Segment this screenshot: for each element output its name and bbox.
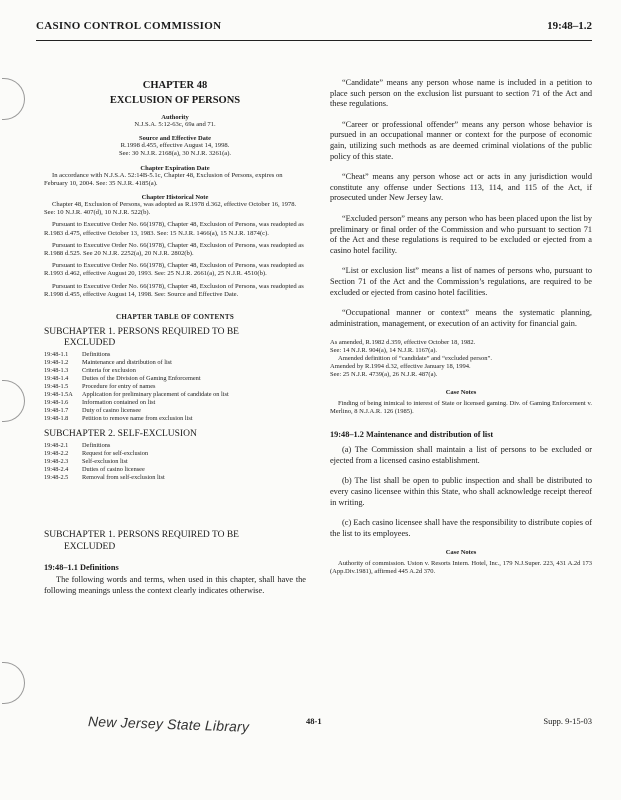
section-heading: 19:48–1.1 Definitions: [44, 563, 119, 573]
toc-list-1: [44, 351, 306, 423]
amendment-line: As amended, R.1982 d.359, effective October 18, 1982.: [330, 339, 476, 347]
toc-entry: 19:48-1.6 Information contained on list: [44, 399, 156, 407]
punch-hole: [2, 78, 25, 120]
amendment-note: [330, 339, 592, 379]
history-note: Pursuant to Executive Order No. 66(1978), Chapter 48, Exclusion of Persons, was readopted as R.1993 d.462, effective August 20, 1993. See: 25 N.J.R. 2661(a), 25 N.J.R. 4510(b).: [44, 262, 304, 278]
history-note: Pursuant to Executive Order No. 66(1978), Chapter 48, Exclusion of Persons, was readopted as R.1998 d.455, effective August 14, 1998. See: Source and Effective Date.: [44, 282, 304, 298]
library-stamp: New Jersey State Library: [87, 713, 250, 735]
subchapter-heading: [44, 530, 306, 553]
toc-subchapter-title: EXCLUDED: [64, 338, 116, 349]
toc-list-2: [44, 442, 306, 482]
toc-entry: 19:48-2.1 Definitions: [44, 442, 111, 450]
case-note: Finding of being inimical to interest of State or licensed gaming. Div. of Gaming Enforcement v. Merlino, 8 N.J.A.R. 126 (1985).: [330, 400, 592, 416]
toc-entry: 19:48-1.5A Application for preliminary placement of candidate on list: [44, 391, 229, 399]
toc-entry: 19:48-2.4 Duties of casino licensee: [44, 466, 145, 474]
history-note: Pursuant to Executive Order No. 66(1978), Chapter 48, Exclusion of Persons, was readopted as R.1988 d.525. See 20 N.J.R. 2252(a), 20 N.J.R. 2802(b).: [44, 241, 304, 258]
punch-hole: [2, 380, 25, 422]
right-column: [330, 78, 592, 576]
running-header: [36, 18, 592, 41]
header-title: CASINO CONTROL COMMISSION: [36, 20, 222, 32]
authority-heading: Authority: [161, 114, 189, 121]
definition-paragraph: “List or exclusion list” means a list of names of persons who, pursuant to Section 71 of the Act and the Commission’s regulations, are required to be excluded or ejected from casino hotel facilities.: [330, 266, 592, 297]
page-footer: [36, 712, 592, 752]
toc-subchapter-2: SUBCHAPTER 2. SELF-EXCLUSION: [44, 429, 197, 440]
punch-hole: [2, 662, 25, 704]
amendment-line: See: 25 N.J.R. 4739(a), 26 N.J.R. 487(a).: [330, 371, 438, 379]
amendment-line: Amended by R.1994 d.32, effective January 18, 1994.: [330, 363, 471, 371]
toc-entry: 19:48-1.2 Maintenance and distribution of list: [44, 359, 172, 367]
definition-paragraph: “Occupational manner or context” means the systematic planning, administration, management, or execution of an activity for financial gain.: [330, 308, 592, 328]
toc-entry: 19:48-2.3 Self-exclusion list: [44, 458, 128, 466]
toc-entry: 19:48-2.2 Request for self-exclusion: [44, 450, 149, 458]
toc-entry: 19:48-1.5 Procedure for entry of names: [44, 383, 156, 391]
case-note: Authority of commission. Uston v. Resorts Intern. Hotel, Inc., 179 N.J.Super. 223, 431 A.2d 173 (App.Div.1981), affirmed 445 A.2d 370.: [330, 560, 592, 576]
expiration-heading: Chapter Expiration Date: [140, 164, 210, 172]
case-notes-heading: Case Notes: [445, 389, 477, 397]
header-section: 19:48–1.2: [547, 20, 592, 32]
toc-heading: CHAPTER TABLE OF CONTENTS: [115, 313, 235, 322]
toc-entry: 19:48-1.4 Duties of the Division of Gaming Enforcement: [44, 375, 201, 383]
authority-text: N.J.S.A. 5:12-63c, 69a and 71.: [134, 121, 216, 128]
source-line: R.1998 d.455, effective August 14, 1998.: [120, 142, 230, 150]
source-heading: Source and Effective Date: [139, 135, 211, 143]
amendment-line: Amended definition of “candidate” and “excluded person”.: [338, 355, 492, 363]
history-note: Pursuant to Executive Order No. 66(1978), Chapter 48, Exclusion of Persons, was readopted as R.1983 d.475, effective October 13, 1983. See: 15 N.J.R. 1466(a), 15 N.J.R. 1874(c).: [44, 221, 304, 237]
left-column: [44, 72, 306, 596]
supplement-date: Supp. 9-15-03: [543, 716, 592, 726]
history-heading: Chapter Historical Note: [141, 194, 209, 202]
section-heading: 19:48–1.2 Maintenance and distribution of list: [330, 430, 494, 440]
toc-entry: 19:48-2.5 Removal from self-exclusion list: [44, 474, 165, 482]
section-paragraph: (b) The list shall be open to public inspection and shall be distributed to every casino licensee within this State, who shall acknowledge receipt thereof in writing.: [330, 476, 592, 507]
chapter-number: CHAPTER 48: [142, 80, 208, 91]
subchapter-title: EXCLUDED: [64, 541, 116, 552]
toc-entry: 19:48-1.8 Petition to remove name from exclusion list: [44, 415, 193, 423]
source-line: See: 30 N.J.R. 2168(a), 30 N.J.R. 3261(a).: [118, 150, 232, 158]
definition-paragraph: “Career or professional offender” means any person whose behavior is pursued in an occupational manner or context for the purpose of economic gain, utilizing such methods as are deemed criminal violations of the public policy of this state.: [330, 119, 592, 161]
expiration-text: In accordance with N.J.S.A. 52:14B-5.1c, Chapter 48, Exclusion of Persons, expires on February 10, 2004. See: 35 N.J.R. 4185(a).: [44, 171, 283, 187]
subchapter-title: SUBCHAPTER 1. PERSONS REQUIRED TO BE: [44, 530, 239, 541]
amendment-line: See: 14 N.J.R. 904(a), 14 N.J.R. 1167(a).: [330, 347, 437, 355]
case-notes-heading: Case Notes: [445, 549, 477, 557]
section-paragraph: (a) The Commission shall maintain a list of persons to be excluded or ejected from a licensed casino establishment.: [330, 445, 592, 465]
definition-paragraph: “Cheat” means any person whose act or acts in any jurisdiction would constitute any offense under Sections 113, 114, and 115 of the Act, if prosecuted under New Jersey law.: [330, 172, 592, 203]
definition-paragraph: “Candidate” means any person whose name is included in a petition to place such person on the exclusion list pursuant to section 71 of the Act and these regulations.: [330, 78, 592, 109]
toc-subchapter-title: SUBCHAPTER 1. PERSONS REQUIRED TO BE: [44, 327, 239, 338]
toc-entry: 19:48-1.1 Definitions: [44, 351, 111, 359]
toc-subchapter-1: [44, 327, 306, 349]
section-paragraph: (c) Each casino licensee shall have the responsibility to distribute copies of the list to its employees.: [330, 518, 592, 538]
page-number: 48-1: [306, 716, 322, 726]
definition-paragraph: “Excluded person” means any person who has been placed upon the list by preliminary or final order of the Commission and who pursuant to section 71 of the Act and these regulations is required to be excluded or ejected from a casino hotel facility.: [330, 213, 592, 255]
toc-entry: 19:48-1.7 Duty of casino licensee: [44, 407, 141, 415]
history-note: Chapter 48, Exclusion of Persons, was adopted as R.1978 d.362, effective October 16, 1978. See: 10 N.J.R. 407(d), 10 N.J.R. 522(b).: [44, 201, 297, 217]
toc-entry: 19:48-1.3 Criteria for exclusion: [44, 367, 136, 375]
chapter-title: EXCLUSION OF PERSONS: [109, 95, 241, 106]
section-text: The following words and terms, when used in this chapter, shall have the following meanings unless the context clearly indicates otherwise.: [44, 575, 306, 595]
